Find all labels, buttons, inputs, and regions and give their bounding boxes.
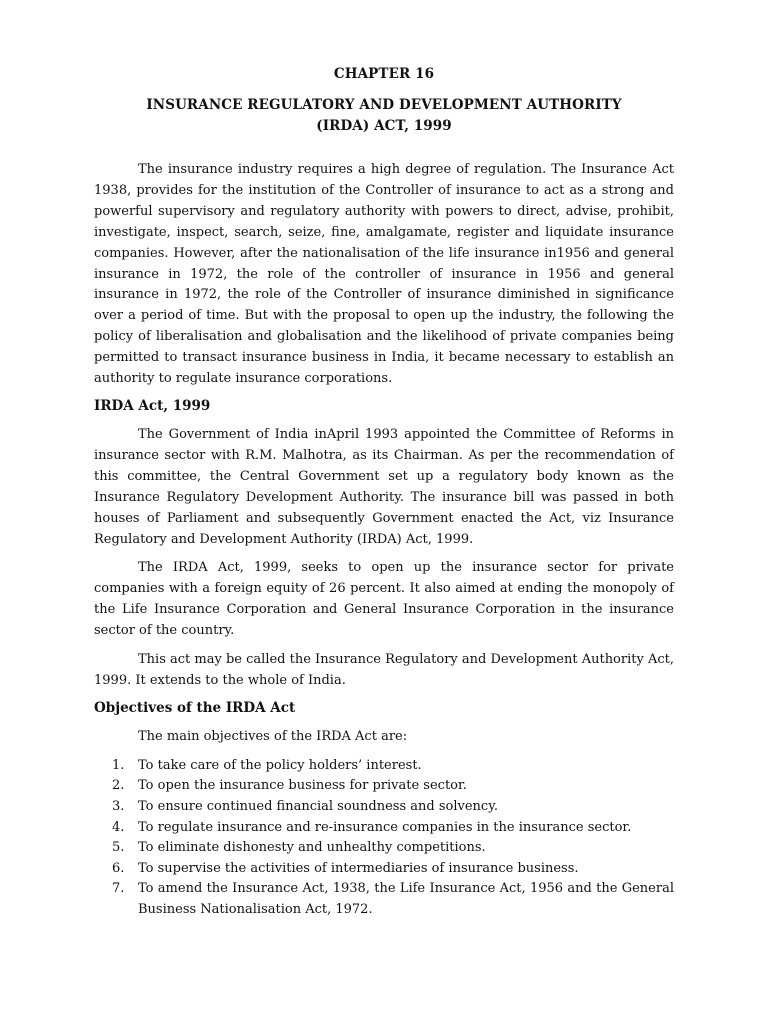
intro-paragraph: The insurance industry requires a high degree of regulation. The Insurance Act 1938, provides for the institution of the Controller of insurance to act as a strong and powerful supervisory and regulatory authority with powers to direct, advise, prohibit, investigate, inspect, search, seize, fine, amalgamate, register and liquidate insurance companies. However, after the nationalisation of the life insurance in1956 and general insurance in 1972, the role of the controller of insurance in 1956 and general insurance in 1972, the role of the Controller of insurance diminished in significance over a period of time. But with the proposal to open up the industry, the following the policy of liberalisation and globalisation and the likelihood of private companies being permitted to transact insurance business in India, it became necessary to establish an authority to regulate insurance corporations.: [94, 162, 674, 387]
list-item-text: To eliminate dishonesty and unhealthy competitions.: [138, 840, 486, 856]
section-heading-objectives: Objectives of the IRDA Act: [94, 699, 296, 716]
list-item-text: To amend the Insurance Act, 1938, the Life Insurance Act, 1956 and the General Business Nationalisation Act, 1972.: [138, 881, 674, 917]
chapter-heading: CHAPTER 16: [333, 66, 435, 82]
section1-paragraph-1: The Government of India inApril 1993 appointed the Committee of Reforms in insurance sector with R.M. Malhotra, as its Chairman. As per the recommendation of this committee, the Central Government set up a regulatory body known as the Insurance Regulatory Development Authority. The insurance bill was passed in both houses of Parliament and subsequently Government enacted the Act, viz Insurance Regulatory and Development Authority (IRDA) Act, 1999.: [94, 426, 674, 547]
objectives-list: [94, 756, 674, 921]
list-item-text: To regulate insurance and re-insurance companies in the insurance sector.: [138, 819, 632, 835]
objectives-intro: The main objectives of the IRDA Act are:: [138, 728, 408, 744]
section1-paragraph-2: The IRDA Act, 1999, seeks to open up the insurance sector for private companies with a foreign equity of 26 percent. It also aimed at ending the monopoly of the Life Insurance Corporation and General Insurance Corporation in the insurance sector of the country.: [94, 560, 674, 639]
list-item: [94, 756, 674, 777]
section1-paragraph-3: This act may be called the Insurance Regulatory and Development Authority Act, 1999. It extends to the whole of India.: [94, 652, 674, 688]
list-item-text: To take care of the policy holders’ interest.: [138, 757, 422, 773]
list-item-text: To open the insurance business for private sector.: [138, 778, 467, 794]
section-heading-irda-act: IRDA Act, 1999: [94, 397, 211, 414]
list-item: [94, 776, 674, 797]
list-item-text: To supervise the activities of intermediaries of insurance business.: [138, 860, 579, 876]
list-number: 2.: [112, 778, 125, 794]
list-number: 6.: [112, 860, 125, 876]
list-item-text: To ensure continued financial soundness and solvency.: [138, 798, 498, 814]
list-number: 7.: [112, 881, 125, 897]
list-item: [94, 818, 674, 839]
list-number: 1.: [112, 757, 125, 773]
list-item: [94, 879, 674, 920]
list-number: 4.: [112, 819, 125, 835]
list-item: [94, 838, 674, 859]
title-line-2: (IRDA) ACT, 1999: [316, 118, 452, 134]
list-number: 3.: [112, 798, 125, 814]
title-line-1: INSURANCE REGULATORY AND DEVELOPMENT AUTHORITY: [146, 97, 622, 113]
list-item: [94, 797, 674, 818]
list-number: 5.: [112, 840, 125, 856]
list-item: [94, 859, 674, 880]
